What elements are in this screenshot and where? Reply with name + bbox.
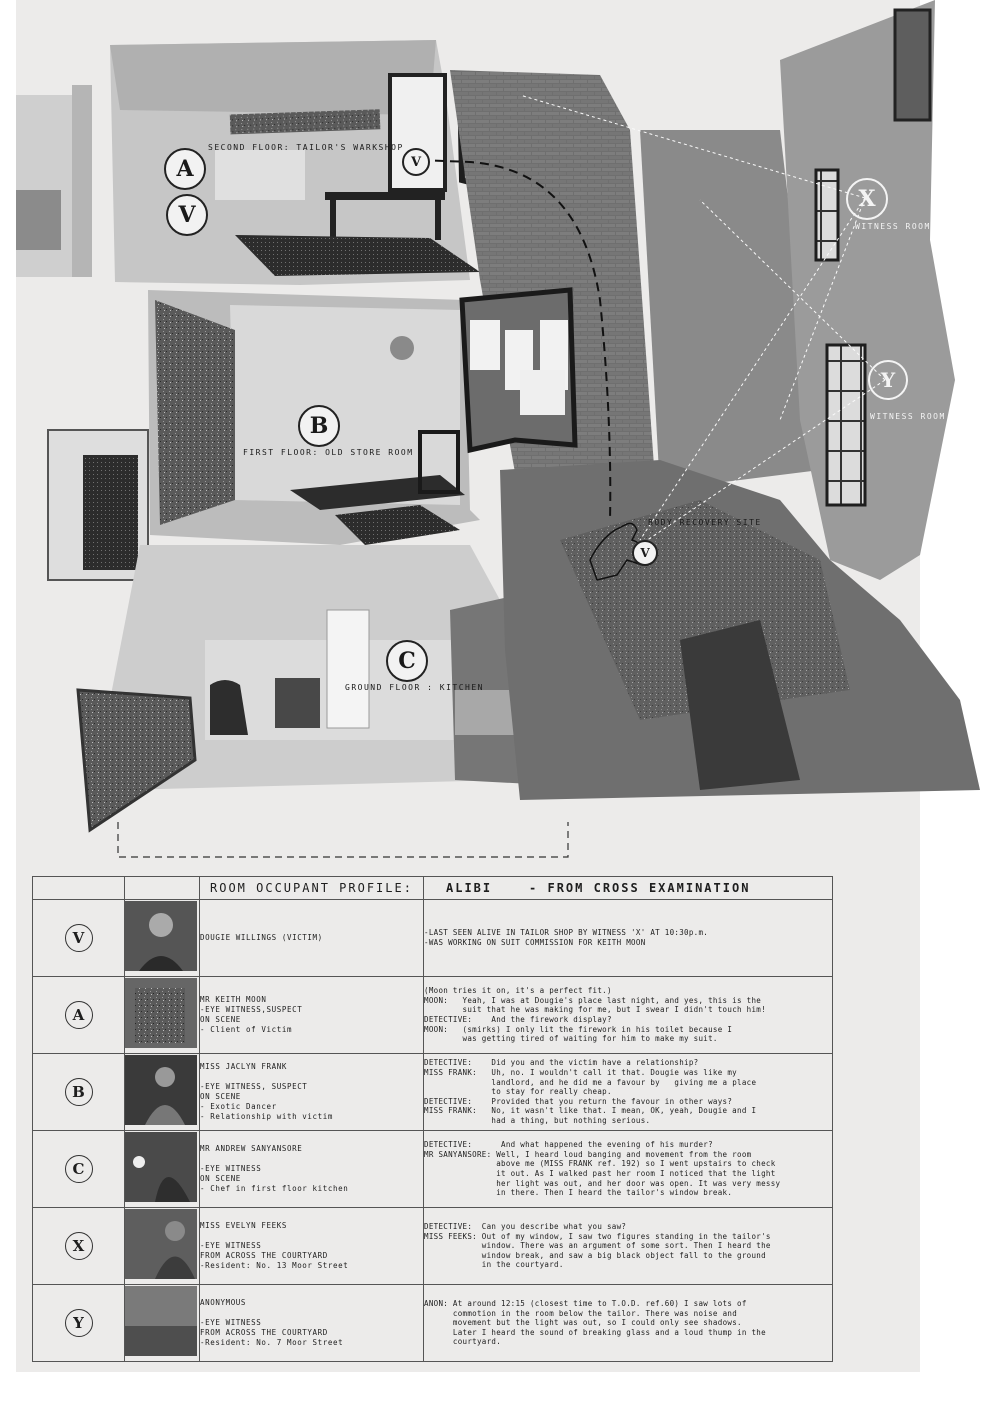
occupant-photo bbox=[125, 1286, 197, 1356]
occupant-code-badge: A bbox=[65, 1001, 93, 1029]
alibi-line: movement but the light was out, so I could only see shadows. bbox=[424, 1318, 742, 1328]
alibi-line: Later I heard the sound of breaking glass and a loud thump in the bbox=[424, 1327, 766, 1337]
badge-x: X bbox=[846, 178, 888, 220]
alibi-line: landlord, and he did me a favour by giving me a place bbox=[424, 1077, 757, 1087]
occupant-code-badge: C bbox=[65, 1155, 93, 1183]
alibi-text bbox=[424, 900, 833, 977]
occupant-description: ANONYMOUS -EYE WITNESS FROM ACROSS THE COURTYARD -Resident: No. 7 Moor Street bbox=[200, 1285, 424, 1362]
alibi-line: commotion in the room below the tailor. There was noise and bbox=[424, 1308, 738, 1318]
alibi-line: suit that he was making for me, but I swear I didn't touch him! bbox=[424, 1005, 766, 1015]
badge-c: C bbox=[386, 640, 428, 682]
row-photo-cell bbox=[125, 1054, 200, 1131]
alibi-text bbox=[424, 1285, 833, 1362]
alibi-line: in the courtyard. bbox=[424, 1260, 564, 1270]
alibi-line: MISS FRANK: Uh, no. I wouldn't call it that. Dougie was like my bbox=[424, 1068, 737, 1078]
badge-a: A bbox=[164, 148, 206, 190]
row-code-cell bbox=[33, 1208, 125, 1285]
table-row-x bbox=[33, 1208, 833, 1285]
header-alibi-label: ALIBI bbox=[446, 881, 493, 895]
ground-floor-label: GROUND FLOOR : KITCHEN bbox=[345, 683, 484, 692]
table-row-c bbox=[33, 1131, 833, 1208]
alibi-line: it out. As I walked past her room I noticed that the light bbox=[424, 1169, 776, 1178]
row-photo-cell bbox=[125, 1285, 200, 1362]
occupant-photo bbox=[125, 978, 197, 1048]
row-code-cell bbox=[33, 1054, 125, 1131]
header-blank-1 bbox=[33, 877, 125, 900]
row-code-cell bbox=[33, 900, 125, 977]
table-header bbox=[33, 877, 833, 900]
header-profile: ROOM OCCUPANT PROFILE: bbox=[200, 877, 424, 900]
alibi-line: her light was out, and her door was open. It was very messy bbox=[424, 1178, 781, 1188]
badge-y: Y bbox=[868, 360, 908, 400]
alibi-line: above me (MISS FRANK ref. 192) so I went upstairs to check bbox=[424, 1159, 776, 1169]
table-row-a bbox=[33, 977, 833, 1054]
alibi-line: MOON: (smirks) I only lit the firework in his toilet because I bbox=[424, 1024, 733, 1034]
occupant-profile-table bbox=[32, 876, 833, 1362]
table-row-y bbox=[33, 1285, 833, 1362]
witness-room-x-label: WITNESS ROOM bbox=[855, 222, 931, 231]
first-floor-label: FIRST FLOOR: OLD STORE ROOM bbox=[243, 448, 414, 457]
alibi-line: DETECTIVE: Provided that you return the favour in other ways? bbox=[424, 1096, 733, 1106]
alibi-text bbox=[424, 1054, 833, 1131]
row-photo-cell bbox=[125, 900, 200, 977]
alibi-line: courtyard. bbox=[424, 1337, 502, 1347]
second-floor-label: SECOND FLOOR: TAILOR'S WARKSHOP bbox=[208, 143, 404, 152]
badge-b: B bbox=[298, 405, 340, 447]
row-photo-cell bbox=[125, 977, 200, 1054]
header-cross-label: - FROM CROSS EXAMINATION bbox=[529, 881, 751, 895]
alibi-text bbox=[424, 1131, 833, 1208]
alibi-line: MR SANYANSORE: Well, I heard loud banging and movement from the room bbox=[424, 1149, 752, 1159]
occupant-code-badge: B bbox=[65, 1078, 93, 1106]
alibi-line: window. There was an argument of some sort. Then I heard the bbox=[424, 1241, 771, 1251]
row-code-cell bbox=[33, 1285, 125, 1362]
occupant-photo bbox=[125, 901, 197, 971]
table-row-v bbox=[33, 900, 833, 977]
alibi-line: MISS FRANK: No, it wasn't like that. I mean, OK, yeah, Dougie and I bbox=[424, 1106, 757, 1116]
alibi-line: -LAST SEEN ALIVE IN TAILOR SHOP BY WITNESS 'X' AT 10:30p.m. bbox=[424, 928, 709, 938]
alibi-line: -WAS WORKING ON SUIT COMMISSION FOR KEITH MOON bbox=[424, 938, 646, 947]
row-code-cell bbox=[33, 977, 125, 1054]
badge-v-top: V bbox=[166, 194, 208, 236]
occupant-description: MR KEITH MOON -EYE WITNESS,SUSPECT ON SCENE - Client of Victim bbox=[200, 977, 424, 1054]
occupant-description: DOUGIE WILLINGS (VICTIM) bbox=[200, 900, 424, 977]
occupant-description: MISS EVELYN FEEKS -EYE WITNESS FROM ACROSS THE COURTYARD -Resident: No. 13 Moor Street bbox=[200, 1208, 424, 1285]
alibi-line: was getting tired of waiting for him to make my suit. bbox=[424, 1034, 718, 1044]
witness-room-y-label: WITNESS ROOM bbox=[870, 412, 946, 421]
dashed-bracket bbox=[118, 822, 568, 857]
occupant-code-badge: X bbox=[65, 1232, 93, 1260]
table-row-b bbox=[33, 1054, 833, 1131]
alibi-line: MOON: Yeah, I was at Dougie's place last night, and yes, this is the bbox=[424, 995, 762, 1005]
header-alibi bbox=[424, 877, 833, 900]
alibi-line: MISS FEEKS: Out of my window, I saw two figures standing in the tailor's bbox=[424, 1231, 771, 1241]
alibi-line: DETECTIVE: Did you and the victim have a relationship? bbox=[424, 1058, 699, 1068]
alibi-line: had a thing, but nothing serious. bbox=[424, 1115, 651, 1125]
occupant-photo bbox=[125, 1209, 197, 1279]
occupant-photo bbox=[125, 1055, 197, 1125]
occupant-photo bbox=[125, 1132, 197, 1202]
occupant-description: MR ANDREW SANYANSORE -EYE WITNESS ON SCENE - Chef in first floor kitchen bbox=[200, 1131, 424, 1208]
badge-v-body: V bbox=[632, 540, 658, 566]
alibi-text bbox=[424, 1208, 833, 1285]
header-blank-2 bbox=[125, 877, 200, 900]
alibi-line: to stay for really cheap. bbox=[424, 1087, 612, 1097]
alibi-line: DETECTIVE: Can you describe what you saw? bbox=[424, 1222, 627, 1232]
alibi-line: in there. Then I heard the tailor's window break. bbox=[424, 1188, 733, 1198]
alibi-line: DETECTIVE: And what happened the evening of his murder? bbox=[424, 1140, 713, 1150]
body-recovery-label: BODY RECOVERY SITE bbox=[648, 518, 762, 527]
alibi-line: ANON: At around 12:15 (closest time to T.O.D. ref.60) I saw lots of bbox=[424, 1299, 747, 1309]
alibi-text bbox=[424, 977, 833, 1054]
row-code-cell bbox=[33, 1131, 125, 1208]
row-photo-cell bbox=[125, 1131, 200, 1208]
row-photo-cell bbox=[125, 1208, 200, 1285]
occupant-description: MISS JACLYN FRANK -EYE WITNESS, SUSPECT ON SCENE - Exotic Dancer - Relationship with victim bbox=[200, 1054, 424, 1131]
alibi-line: (Moon tries it on, it's a perfect fit.) bbox=[424, 986, 612, 996]
badge-v-window: V bbox=[402, 148, 430, 176]
alibi-line: DETECTIVE: And the firework display? bbox=[424, 1015, 612, 1024]
occupant-code-badge: Y bbox=[65, 1309, 93, 1337]
occupant-code-badge: V bbox=[65, 924, 93, 952]
alibi-line: window break, and saw a big black object fall to the ground bbox=[424, 1250, 766, 1260]
